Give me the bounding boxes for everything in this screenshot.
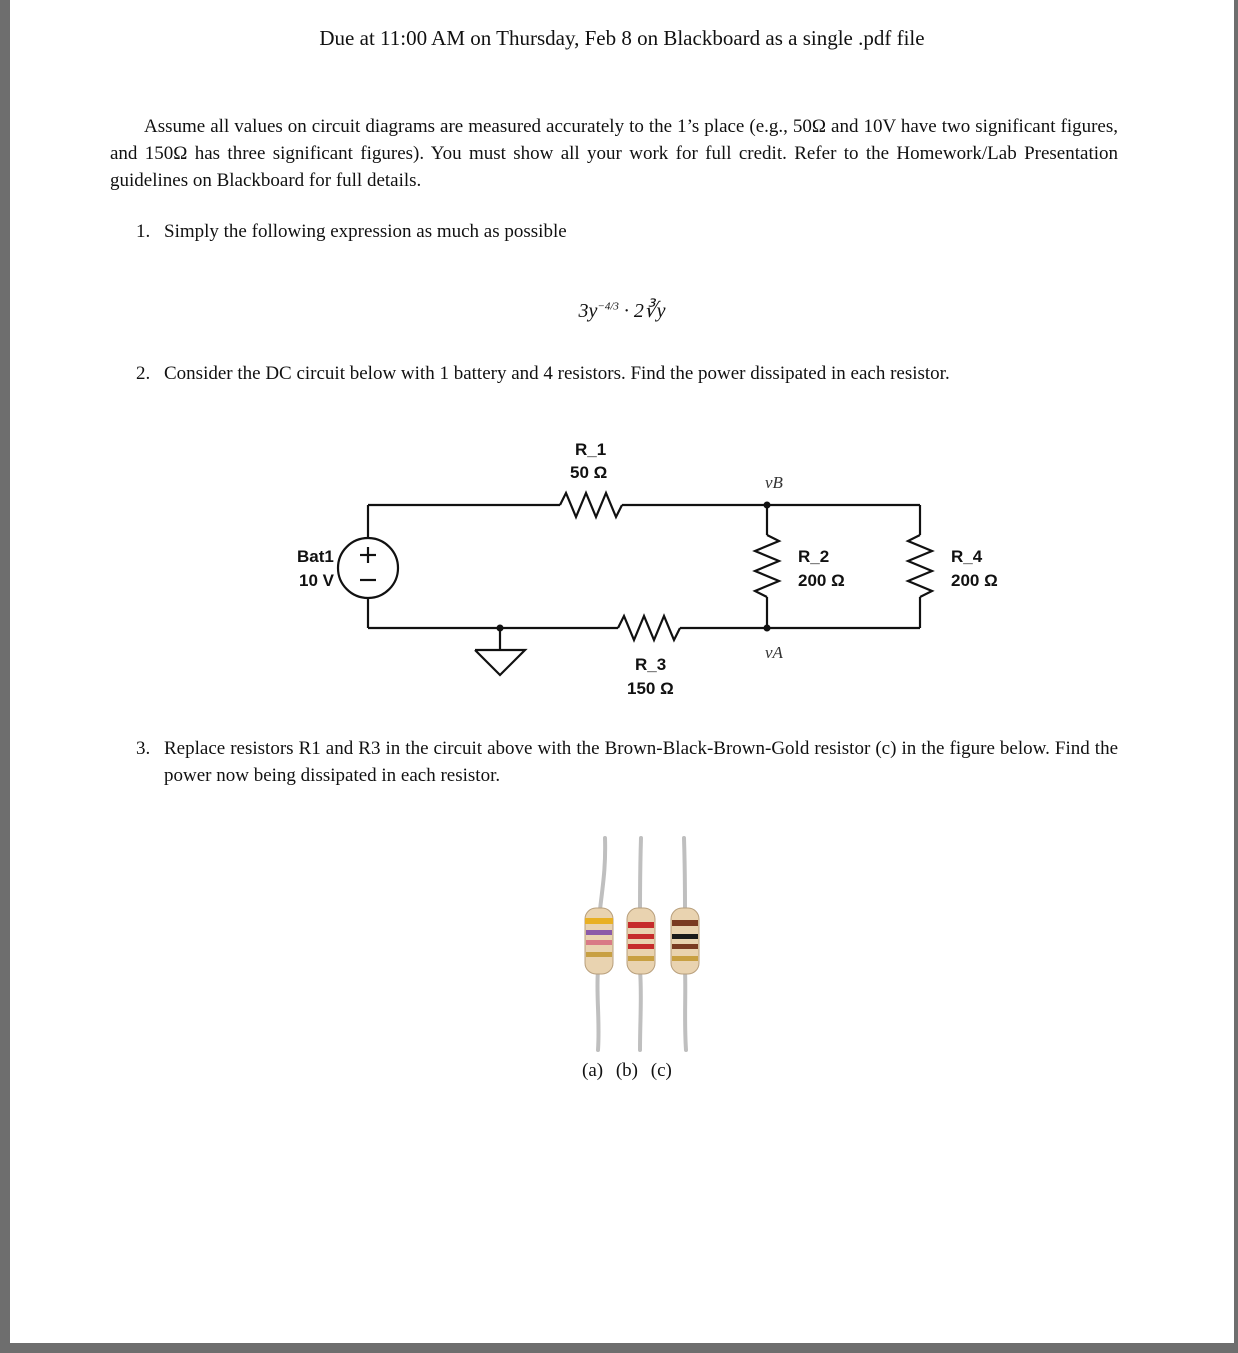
resistor-a-body	[585, 908, 613, 974]
expr-exponent: −4/3	[597, 300, 619, 313]
expr-base: 3y	[578, 300, 598, 322]
intro-text: Assume all values on circuit diagrams are measured accurately to the 1’s place (e.g., 50Ω and 10V have two significant figures, and 150Ω has three significant figures). You must show all your work for full credit. Refer to the Homework/Lab Presentation guidelines on Blackboard for full details.	[110, 116, 1118, 191]
question-number: 1.	[136, 221, 151, 242]
question-1	[136, 218, 1118, 245]
document-page	[10, 0, 1234, 1343]
node-a-dot	[764, 625, 771, 632]
math-expression	[10, 298, 1234, 323]
r2-value: 200 Ω	[798, 571, 845, 590]
question-2	[136, 360, 1118, 387]
node-b-label: vB	[765, 473, 783, 492]
resistor-c-body	[671, 908, 699, 974]
question-number: 2.	[136, 363, 151, 384]
r1-resistor	[560, 493, 622, 517]
intro-paragraph	[110, 113, 1118, 194]
r4-label: R_4	[951, 547, 983, 566]
ground-dot	[497, 625, 504, 632]
r1-value: 50 Ω	[570, 463, 608, 482]
due-date-header: Due at 11:00 AM on Thursday, Feb 8 on Blackboard as a single .pdf file	[319, 26, 925, 50]
question-number: 3.	[136, 738, 151, 759]
node-a-label: vA	[765, 643, 783, 662]
r2-label: R_2	[798, 547, 830, 566]
question-text: Consider the DC circuit below with 1 battery and 4 resistors. Find the power dissipated in each resistor.	[164, 363, 950, 384]
node-b-dot	[764, 502, 771, 509]
r4-value: 200 Ω	[951, 571, 998, 590]
bat-label: Bat1	[297, 547, 334, 566]
resistor-photo	[570, 830, 730, 1060]
circuit-diagram	[270, 430, 1030, 710]
r3-resistor	[618, 616, 680, 640]
figure-caption: (a) (b) (c)	[582, 1060, 672, 1081]
r1-label: R_1	[575, 440, 607, 459]
expr-rest: · 2∛y	[623, 300, 666, 322]
ground-symbol	[475, 650, 525, 675]
r3-value: 150 Ω	[627, 679, 674, 698]
question-text: Simply the following expression as much as possible	[164, 221, 567, 242]
r2-resistor	[755, 535, 779, 597]
question-text: Replace resistors R1 and R3 in the circuit above with the Brown-Black-Brown-Gold resistor (c) in the figure below. Find the power now being dissipated in each resistor.	[164, 738, 1118, 786]
r3-label: R_3	[635, 655, 667, 674]
bat-value: 10 V	[299, 571, 334, 590]
resistor-b-body	[627, 908, 655, 974]
question-3	[136, 735, 1118, 789]
r4-resistor	[908, 535, 932, 597]
